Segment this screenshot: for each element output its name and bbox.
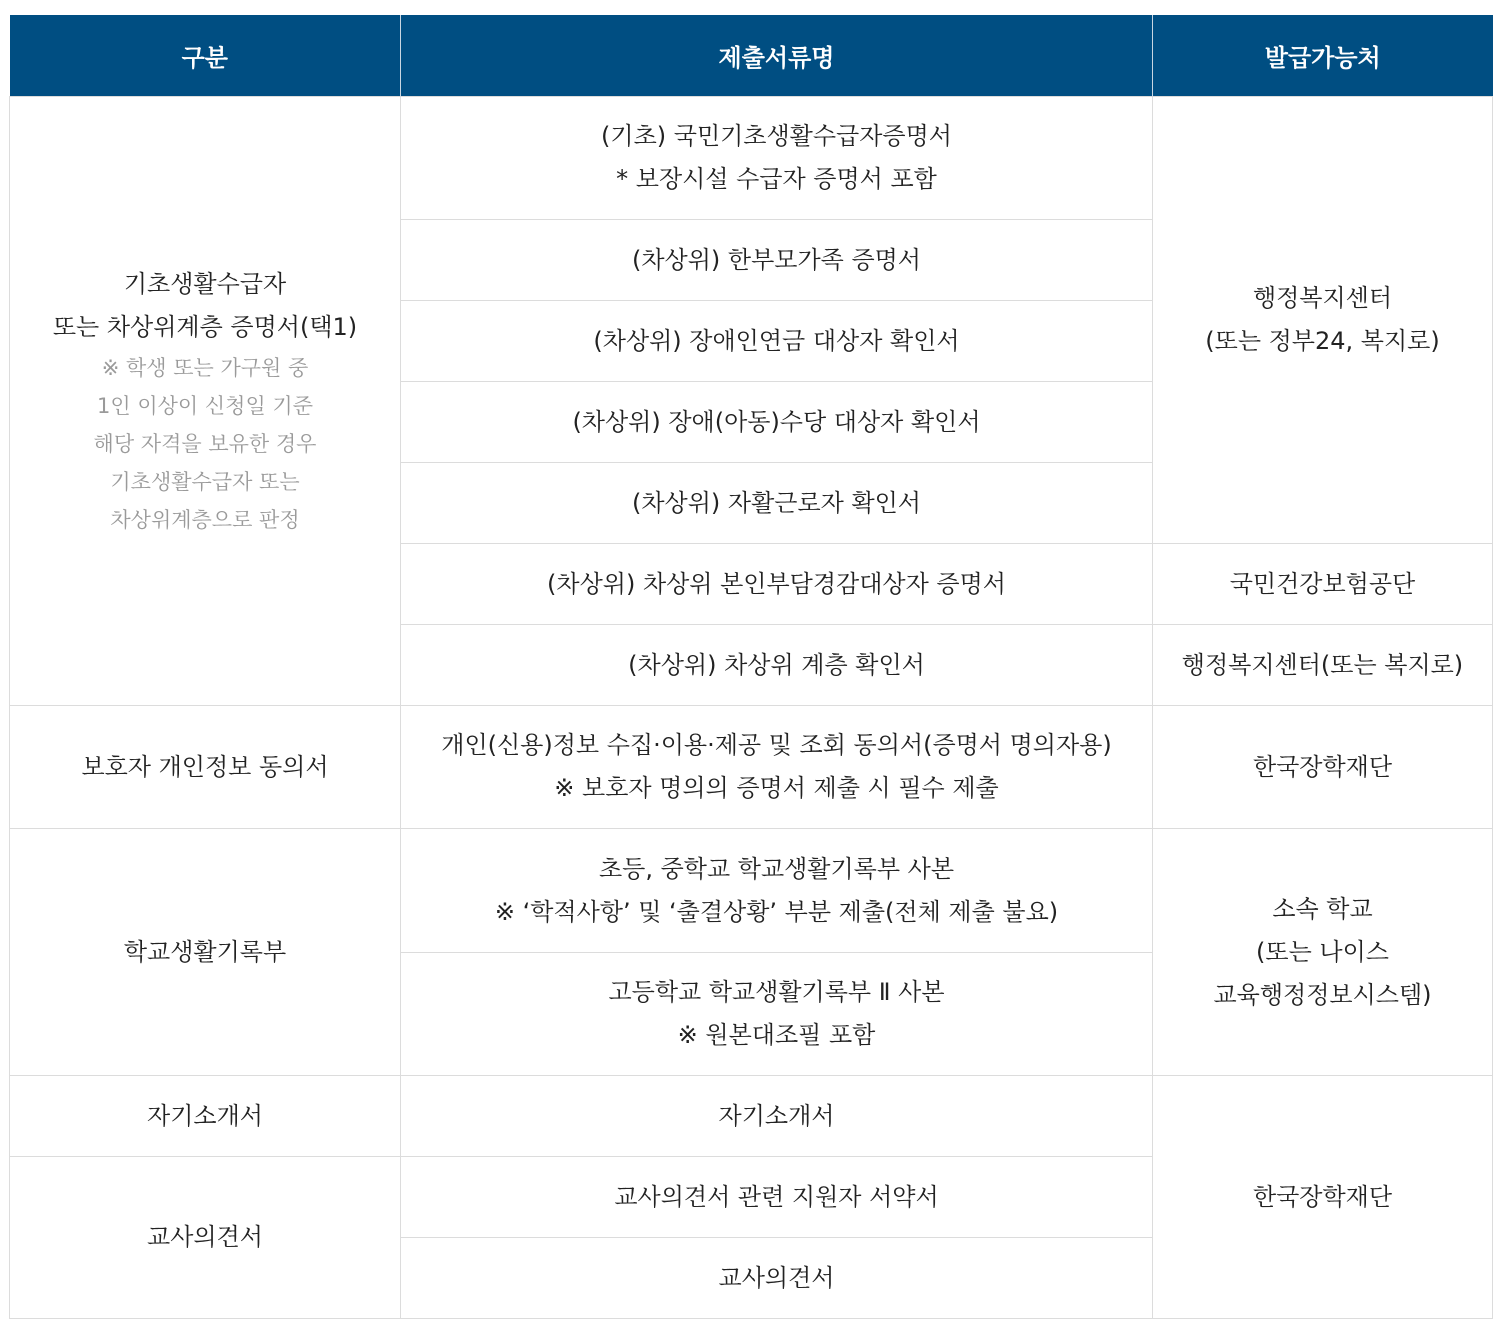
header-issuer: 발급가능처 <box>1153 15 1493 97</box>
table-row <box>10 829 1493 953</box>
doc-line: ※ 보호자 명의의 증명서 제출 시 필수 제출 <box>554 774 999 802</box>
doc-line: * 보장시설 수급자 증명서 포함 <box>616 165 937 193</box>
doc-cell: 자기소개서 <box>401 1076 1153 1157</box>
category-note-line: 차상위계층으로 판정 <box>110 508 300 532</box>
category-note-line: 해당 자격을 보유한 경우 <box>93 432 317 456</box>
doc-cell <box>401 829 1153 953</box>
doc-line: ※ ‘학적사항’ 및 ‘출결상황’ 부분 제출(전체 제출 불요) <box>494 897 1059 926</box>
header-document: 제출서류명 <box>401 15 1153 97</box>
doc-cell: (차상위) 자활근로자 확인서 <box>401 463 1153 544</box>
doc-cell: (차상위) 차상위 계층 확인서 <box>401 625 1153 706</box>
issuer-cell: 한국장학재단 <box>1153 1076 1493 1319</box>
category-consent-cell: 보호자 개인정보 동의서 <box>10 706 401 829</box>
issuer-cell: 행정복지센터(또는 복지로) <box>1153 625 1493 706</box>
issuer-line: (또는 나이스 <box>1256 937 1389 966</box>
doc-cell: (차상위) 차상위 본인부담경감대상자 증명서 <box>401 544 1153 625</box>
doc-cell: 교사의견서 관련 지원자 서약서 <box>401 1157 1153 1238</box>
category-note-line: 기초생활수급자 또는 <box>110 470 300 494</box>
category-record-cell: 학교생활기록부 <box>10 829 401 1076</box>
category-teacher-cell: 교사의견서 <box>10 1157 401 1319</box>
category-title-line: 기초생활수급자 <box>123 270 287 298</box>
doc-cell: 교사의견서 <box>401 1238 1153 1319</box>
category-basic-cell <box>10 97 401 706</box>
doc-line: ※ 원본대조필 포함 <box>677 1021 876 1049</box>
document-table <box>9 15 1493 1319</box>
category-title-line: 또는 차상위계층 증명서(택1) <box>52 313 358 341</box>
header-category: 구분 <box>10 15 401 97</box>
table-row <box>10 97 1493 220</box>
issuer-line: 행정복지센터 <box>1252 284 1393 312</box>
issuer-line: 소속 학교 <box>1272 894 1373 923</box>
doc-cell <box>401 97 1153 220</box>
doc-line: 고등학교 학교생활기록부 Ⅱ 사본 <box>608 978 945 1006</box>
doc-cell <box>401 706 1153 829</box>
category-note-line: 1인 이상이 신청일 기준 <box>97 394 313 418</box>
issuer-line: 교육행정정보시스템) <box>1213 980 1432 1009</box>
table-header-row <box>10 15 1493 97</box>
issuer-cell: 국민건강보험공단 <box>1153 544 1493 625</box>
issuer-line: (또는 정부24, 복지로) <box>1205 327 1440 355</box>
doc-cell <box>401 953 1153 1076</box>
issuer-cell <box>1153 829 1493 1076</box>
category-intro-cell: 자기소개서 <box>10 1076 401 1157</box>
category-note-line: ※ 학생 또는 가구원 중 <box>101 356 309 380</box>
doc-line: 초등, 중학교 학교생활기록부 사본 <box>598 854 955 883</box>
doc-cell: (차상위) 장애(아동)수당 대상자 확인서 <box>401 382 1153 463</box>
doc-line: (기초) 국민기초생활수급자증명서 <box>601 122 952 150</box>
issuer-cell <box>1153 97 1493 544</box>
issuer-cell: 한국장학재단 <box>1153 706 1493 829</box>
table-row <box>10 1076 1493 1157</box>
doc-cell: (차상위) 한부모가족 증명서 <box>401 220 1153 301</box>
table-row <box>10 706 1493 829</box>
doc-line: 개인(신용)정보 수집·이용·제공 및 조회 동의서(증명서 명의자용) <box>441 731 1112 759</box>
doc-cell: (차상위) 장애인연금 대상자 확인서 <box>401 301 1153 382</box>
